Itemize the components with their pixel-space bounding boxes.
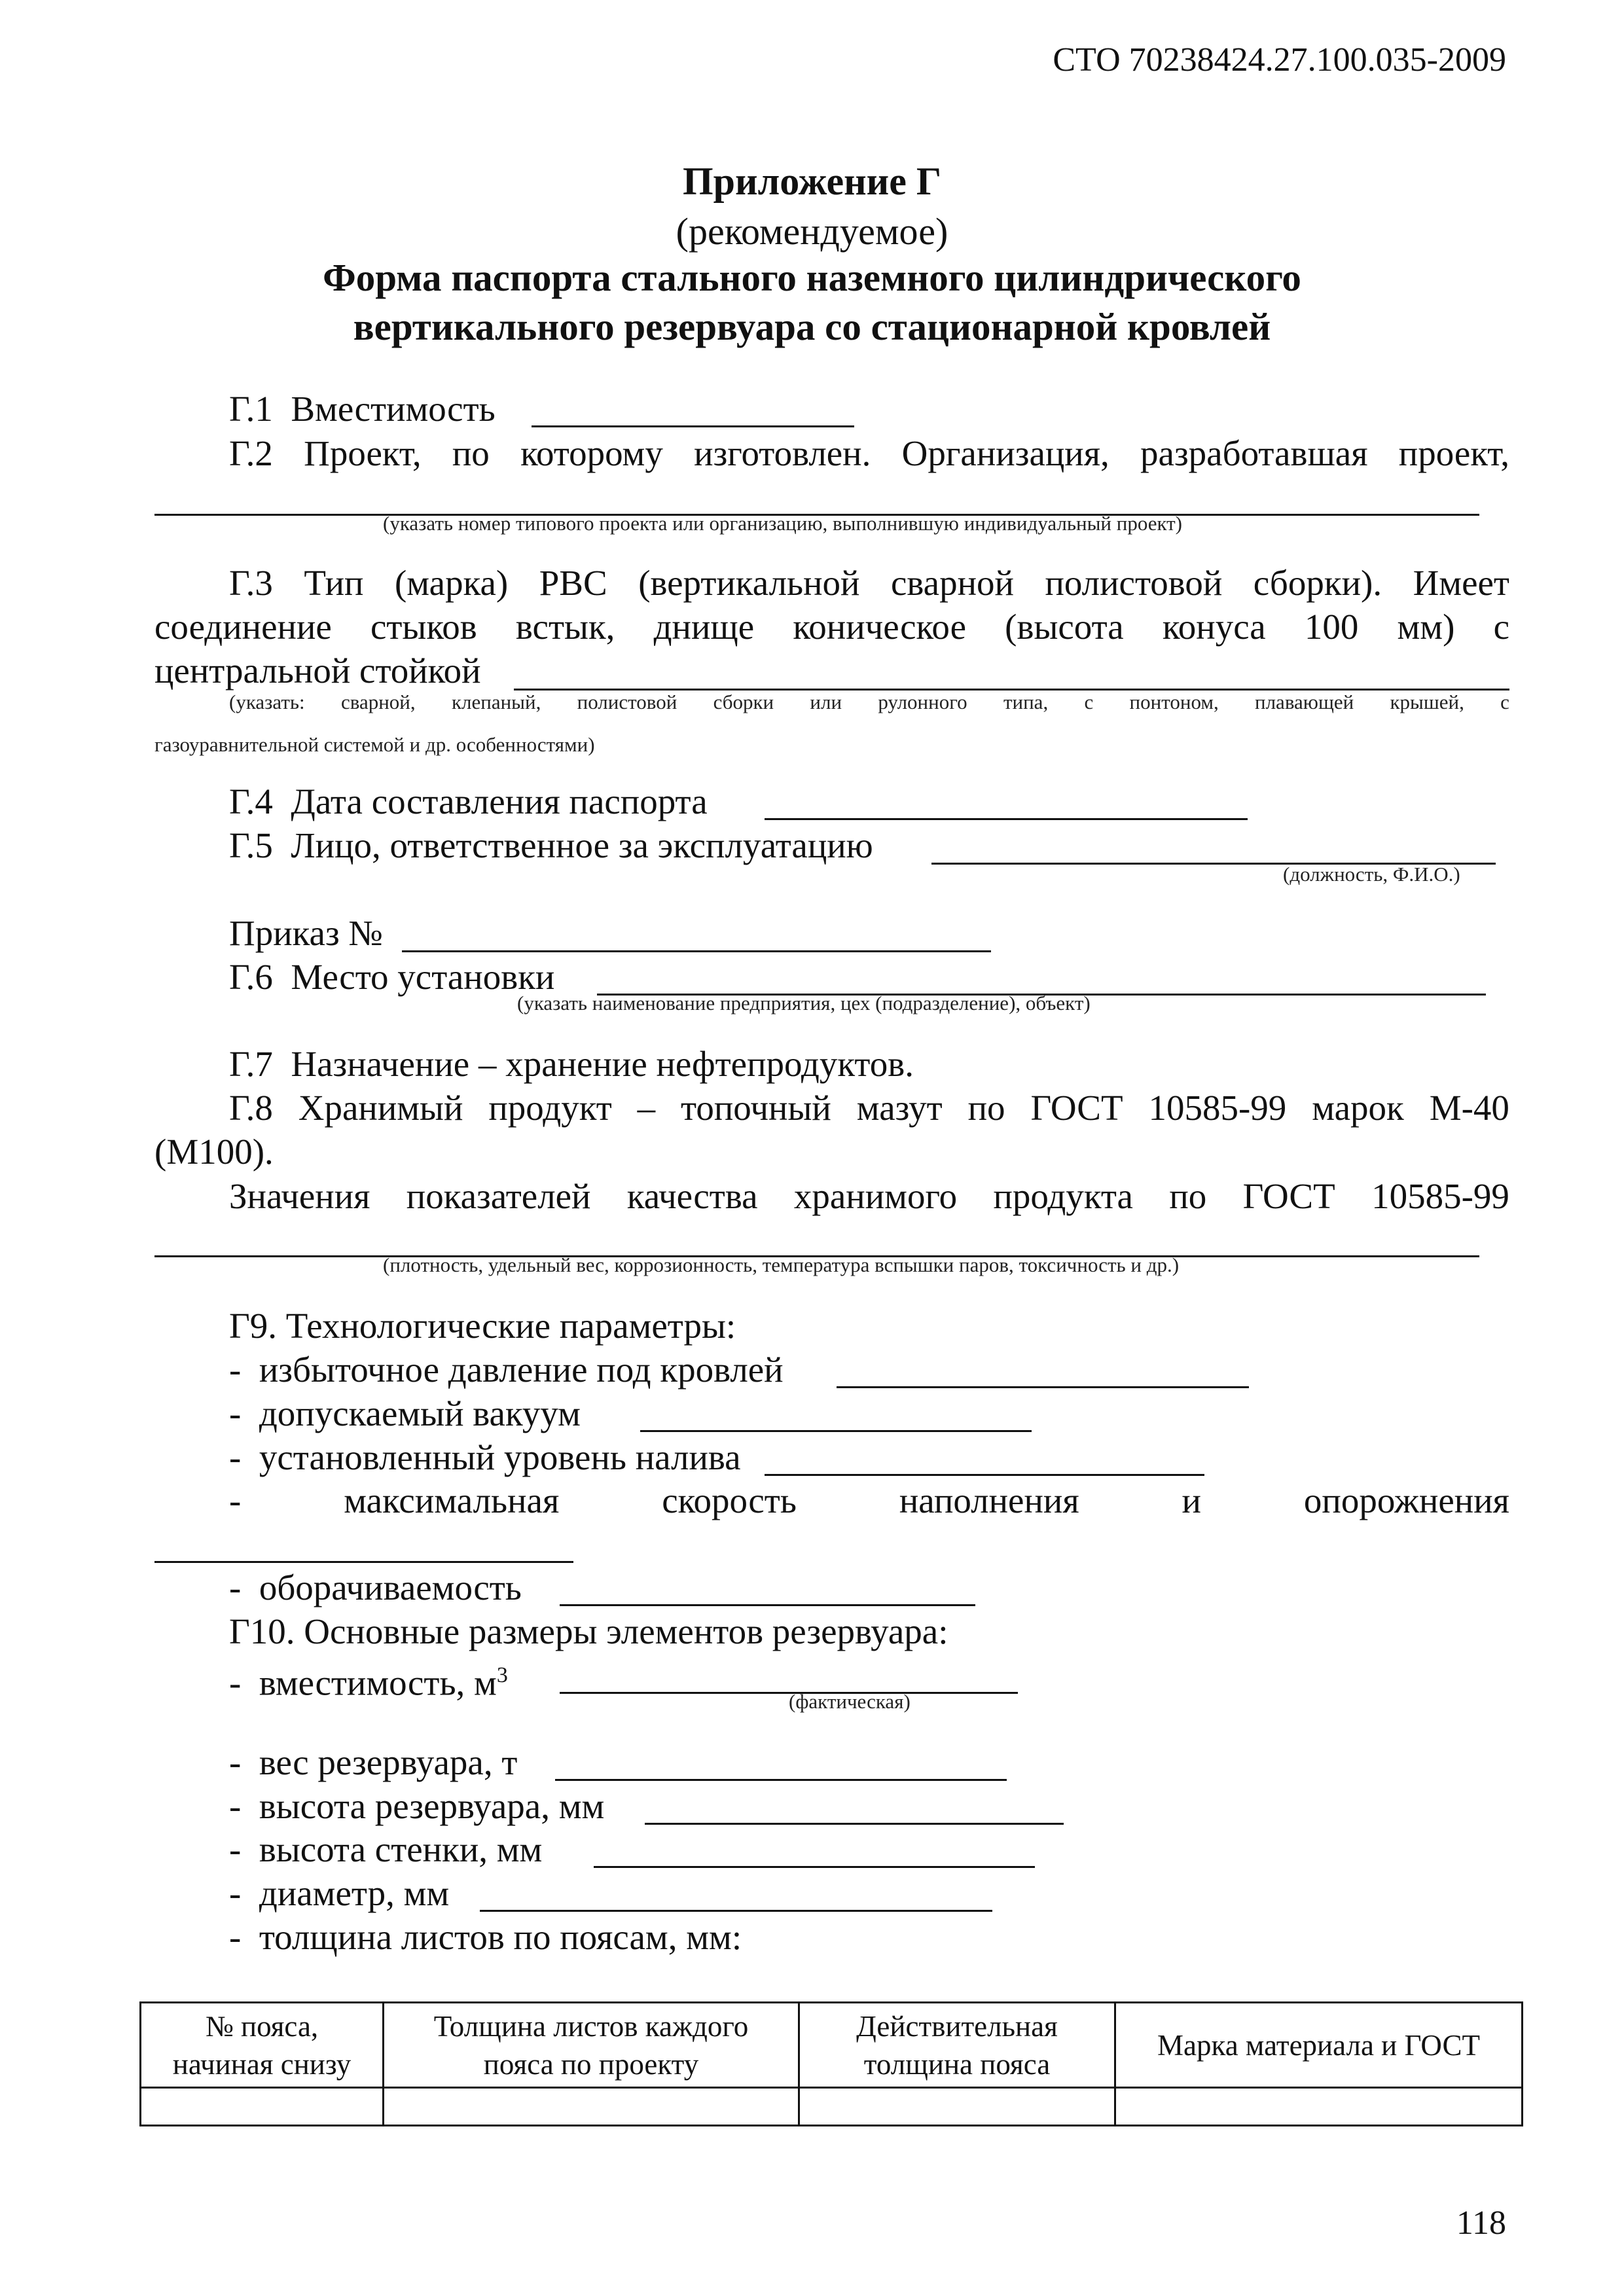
belt-thickness-table	[139, 2001, 1523, 2126]
actual-capacity-hint: (фактическая)	[789, 1690, 911, 1713]
form-title-line-2: вертикального резервуара со стационарной кровлей	[353, 305, 1271, 348]
weight-field-line[interactable]	[555, 1779, 1007, 1781]
header-belt-number: № пояса, начиная снизу	[141, 2003, 384, 2088]
item-g3-line-2: соединение стыков встык, днище коническое (высота конуса 100 мм) с	[154, 607, 1509, 647]
page-number: 118	[1456, 2204, 1506, 2242]
fill-level-field-line[interactable]	[765, 1474, 1204, 1476]
dim-capacity: - вместимость, $м^3$	[229, 1662, 508, 1703]
table-header-row	[141, 2003, 1523, 2088]
param-max-speed: - максимальная скорость наполнения и опорожнения	[229, 1480, 1509, 1520]
param-vacuum: - допускаемый вакуум	[229, 1393, 581, 1433]
item-g9-title: Г9. Технологические параметры:	[229, 1306, 736, 1346]
order-field-line[interactable]	[402, 950, 991, 952]
param-turnover: - оборачиваемость	[229, 1568, 522, 1607]
installation-place-hint: (указать наименование предприятия, цех (подразделение), объект)	[517, 992, 1091, 1014]
item-g8-line-2: (М100).	[154, 1132, 274, 1172]
max-speed-field-line[interactable]	[154, 1561, 573, 1563]
tank-height-field-line[interactable]	[645, 1823, 1064, 1825]
item-g8-line-3: Значения показателей качества хранимого продукта по ГОСТ 10585-99	[229, 1176, 1509, 1216]
item-g1	[229, 387, 496, 431]
appendix-title: Приложение Г	[682, 160, 942, 203]
dim-weight: - вес резервуара, т	[229, 1742, 518, 1782]
param-overpressure: - избыточное давление под кровлей	[229, 1350, 784, 1390]
order-label: Приказ №	[229, 913, 383, 953]
item-g6: Г.6 Место установки	[229, 957, 555, 997]
turnover-field-line[interactable]	[560, 1604, 975, 1606]
document-code: СТО 70238424.27.100.035-2009	[1053, 41, 1506, 79]
dim-diameter: - диаметр, мм	[229, 1873, 450, 1913]
item-label: Вместимость	[291, 389, 496, 429]
item-g5: Г.5 Лицо, ответственное за эксплуатацию	[229, 825, 873, 865]
item-g2: Г.2 Проект, по которому изготовлен. Организация, разработавшая проект,	[229, 433, 1509, 473]
appendix-status: (рекомендуемое)	[676, 210, 948, 253]
item-g4: Г.4 Дата составления паспорта	[229, 781, 708, 821]
dim-tank-height: - высота резервуара, мм	[229, 1786, 605, 1826]
diameter-field-line[interactable]	[480, 1910, 992, 1912]
capacity-field-line[interactable]	[532, 425, 854, 427]
item-number: Г.1	[229, 389, 273, 429]
passport-date-field-line[interactable]	[765, 818, 1248, 820]
item-g3-line-1: Г.3 Тип (марка) РВС (вертикальной сварной полистовой сборки). Имеет	[229, 563, 1509, 603]
responsible-person-hint: (должность, Ф.И.О.)	[1283, 863, 1460, 886]
project-hint: (указать номер типового проекта или организацию, выполнившую индивидуальный проект)	[383, 512, 1182, 535]
item-g7: Г.7 Назначение – хранение нефтепродуктов.	[229, 1044, 914, 1084]
wall-height-field-line[interactable]	[594, 1866, 1035, 1868]
item-g10-title: Г10. Основные размеры элементов резервуара:	[229, 1611, 948, 1651]
table-cell[interactable]	[799, 2088, 1115, 2126]
dim-wall-height: - высота стенки, мм	[229, 1829, 543, 1869]
form-title-line-1: Форма паспорта стального наземного цилиндрического	[323, 256, 1301, 299]
header-material-grade: Марка материала и ГОСТ	[1115, 2003, 1523, 2088]
table-cell[interactable]	[1115, 2088, 1523, 2126]
table-cell[interactable]	[384, 2088, 799, 2126]
item-g3-line-3: центральной стойкой	[154, 651, 481, 691]
header-design-thickness: Толщина листов каждого пояса по проекту	[384, 2003, 799, 2088]
param-fill-level: - установленный уровень налива	[229, 1437, 741, 1477]
header-actual-thickness: Действительная толщина пояса	[799, 2003, 1115, 2088]
dim-sheet-thickness: - толщина листов по поясам, мм:	[229, 1917, 742, 1957]
tank-type-hint-line-1: (указать: сварной, клепаный, полистовой сборки или рулонного типа, с понтоном, плавающей крышей, с	[229, 691, 1509, 713]
table-cell[interactable]	[141, 2088, 384, 2126]
vacuum-field-line[interactable]	[640, 1430, 1032, 1432]
tank-type-hint-line-2: газоуравнительной системой и др. особенностями)	[154, 733, 595, 756]
product-quality-hint: (плотность, удельный вес, коррозионность, температура вспышки паров, токсичность и др.)	[383, 1253, 1180, 1276]
table-row	[141, 2088, 1523, 2126]
item-g8-line-1: Г.8 Хранимый продукт – топочный мазут по ГОСТ 10585-99 марок М-40	[229, 1088, 1509, 1128]
overpressure-field-line[interactable]	[837, 1386, 1249, 1388]
